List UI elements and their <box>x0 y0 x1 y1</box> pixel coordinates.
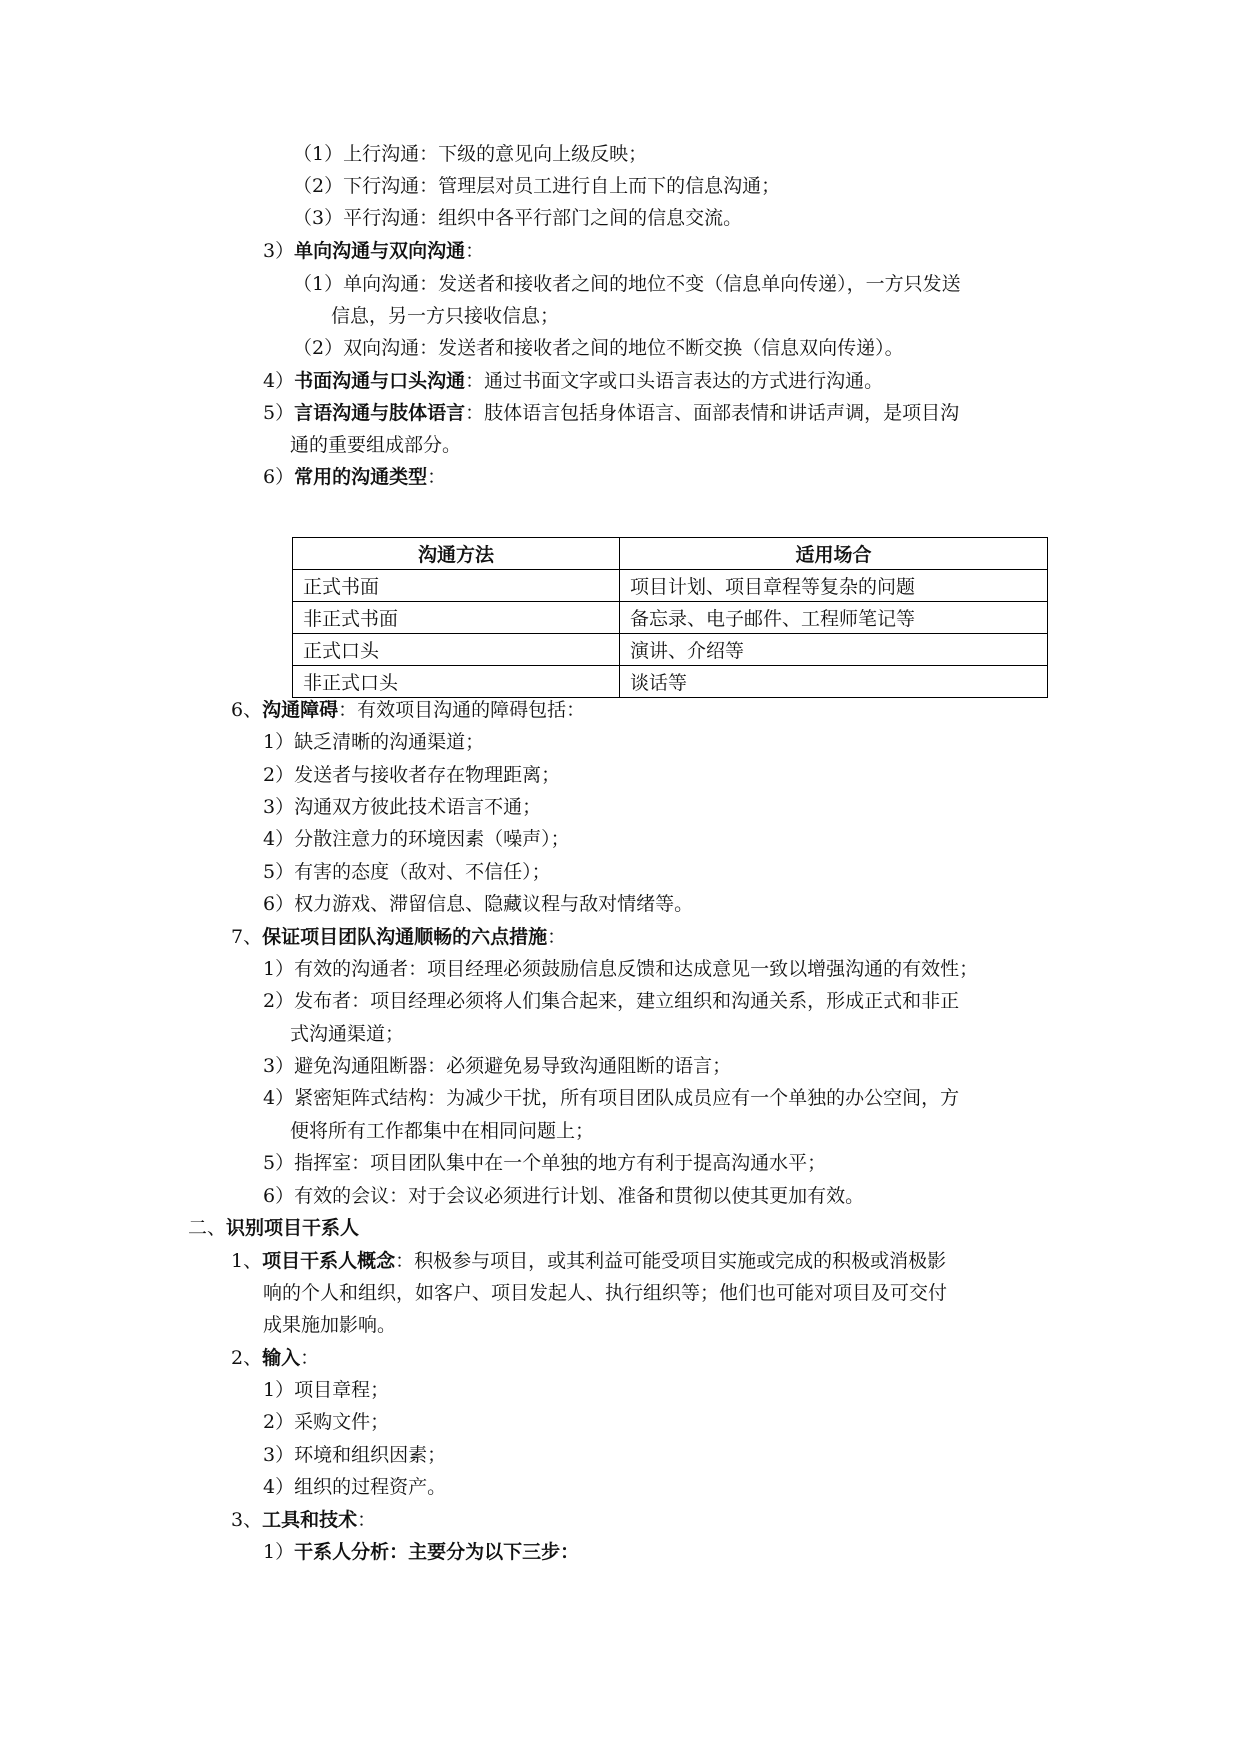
line-text: 信息，另一方只接收信息； <box>331 305 560 327</box>
line-text: 便将所有工作都集中在相同问题上； <box>290 1120 595 1142</box>
line-text: 6） <box>263 466 295 488</box>
line-text: 3）沟通双方彼此技术语言不通； <box>263 796 542 818</box>
text-line <box>231 698 585 722</box>
line-text: 响的个人和组织，如客户、项目发起人、执行组织等；他们也可能对项目及可交付 <box>263 1282 948 1304</box>
bold-term: 干系人分析：主要分为以下三步： <box>294 1541 580 1563</box>
line-text: 通的重要组成部分。 <box>290 434 462 456</box>
line-text: 4）组织的过程资产。 <box>263 1476 447 1498</box>
text-line <box>231 925 566 949</box>
line-text: ： <box>547 926 567 948</box>
table-header-cell: 适用场合 <box>620 538 1048 570</box>
text-line <box>293 272 961 296</box>
line-text: ： <box>357 1509 377 1531</box>
bold-term: 项目干系人概念 <box>262 1250 396 1272</box>
line-text: 2、 <box>231 1347 263 1369</box>
line-text: 6、 <box>231 699 263 721</box>
line-text: ： <box>427 466 447 488</box>
line-text: 6）权力游戏、滞留信息、隐藏议程与敌对情绪等。 <box>263 893 694 915</box>
table-cell: 正式书面 <box>293 570 620 602</box>
line-text: （3）平行沟通：组织中各平行部门之间的信息交流。 <box>293 207 743 229</box>
line-text: ：有效项目沟通的障碍包括： <box>338 699 586 721</box>
line-text: 5）指挥室：项目团队集中在一个单独的地方有利于提高沟通水平； <box>263 1152 827 1174</box>
text-line <box>263 989 959 1013</box>
table-cell: 非正式书面 <box>293 602 620 634</box>
text-line <box>263 892 693 916</box>
line-text: 二、 <box>188 1217 227 1239</box>
text-line <box>263 1410 389 1434</box>
line-text: 1）有效的沟通者：项目经理必须鼓励信息反馈和达成意见一致以增强沟通的有效性； <box>263 958 979 980</box>
line-text: 1）缺乏清晰的沟通渠道； <box>263 731 485 753</box>
text-line <box>263 369 883 393</box>
line-text: 2）采购文件； <box>263 1411 390 1433</box>
text-line <box>188 1216 359 1240</box>
table-row <box>293 602 1048 634</box>
line-text: 2）发布者：项目经理必须将人们集合起来，建立组织和沟通关系，形成正式和非正 <box>263 990 960 1012</box>
line-text: （1）单向沟通：发送者和接收者之间的地位不变（信息单向传递），一方只发送 <box>293 273 961 295</box>
text-line <box>263 1151 826 1175</box>
line-text: 3）环境和组织因素； <box>263 1444 447 1466</box>
text-line <box>231 1346 319 1370</box>
text-line <box>293 174 780 198</box>
text-line <box>263 1443 446 1467</box>
text-line <box>263 1184 864 1208</box>
bold-term: 单向沟通与双向沟通 <box>294 240 466 262</box>
line-text: （2）下行沟通：管理层对员工进行自上而下的信息沟通； <box>293 175 781 197</box>
text-line <box>231 1508 376 1532</box>
text-line <box>263 401 959 425</box>
line-text: 2）发送者与接收者存在物理距离； <box>263 764 561 786</box>
text-line <box>263 1378 389 1402</box>
line-text: 4）紧密矩阵式结构：为减少干扰，所有项目团队成员应有一个单独的办公空间，方 <box>263 1087 960 1109</box>
text-line <box>263 1475 446 1499</box>
table-cell: 非正式口头 <box>293 666 620 698</box>
line-text: （2）双向沟通：发送者和接收者之间的地位不断交换（信息双向传递）。 <box>293 337 904 359</box>
text-line <box>263 1313 396 1337</box>
text-line <box>290 1119 594 1143</box>
text-line <box>290 433 461 457</box>
text-line <box>263 465 446 489</box>
line-text: 1）项目章程； <box>263 1379 390 1401</box>
text-line <box>263 763 560 787</box>
bold-term: 工具和技术 <box>262 1509 358 1531</box>
line-text: 5）有害的态度（敌对、不信任）； <box>263 861 551 883</box>
table-cell: 备忘录、电子邮件、工程师笔记等 <box>620 602 1048 634</box>
text-line <box>293 336 904 360</box>
text-line <box>231 1249 946 1273</box>
line-text: 4） <box>263 370 295 392</box>
text-line <box>263 1540 579 1564</box>
table-row <box>293 666 1048 698</box>
communication-types-table <box>292 537 1048 698</box>
line-text: 1、 <box>231 1250 263 1272</box>
line-text: 6）有效的会议：对于会议必须进行计划、准备和贯彻以使其更加有效。 <box>263 1185 865 1207</box>
bold-term: 书面沟通与口头沟通 <box>294 370 466 392</box>
bold-term: 输入 <box>262 1347 301 1369</box>
text-line <box>263 827 570 851</box>
text-line <box>290 1022 404 1046</box>
bold-term: 识别项目干系人 <box>226 1217 360 1239</box>
line-text: ：通过书面文字或口头语言表达的方式进行沟通。 <box>465 370 884 392</box>
text-line <box>263 795 541 819</box>
line-text: 7、 <box>231 926 263 948</box>
line-text: 1） <box>263 1541 295 1563</box>
line-text: 成果施加影响。 <box>263 1314 397 1336</box>
table-cell: 演讲、介绍等 <box>620 634 1048 666</box>
line-text: ： <box>465 240 485 262</box>
text-line <box>293 142 647 166</box>
text-line <box>263 1054 731 1078</box>
table-cell: 项目计划、项目章程等复杂的问题 <box>620 570 1048 602</box>
line-text: 式沟通渠道； <box>290 1023 405 1045</box>
line-text: 3） <box>263 240 295 262</box>
line-text: ：积极参与项目，或其利益可能受项目实施或完成的积极或消极影 <box>395 1250 947 1272</box>
text-line <box>263 239 484 263</box>
bold-term: 沟通障碍 <box>262 699 339 721</box>
line-text: 5） <box>263 402 295 424</box>
text-line <box>263 860 551 884</box>
text-line <box>263 1086 959 1110</box>
text-line <box>263 730 484 754</box>
bold-term: 常用的沟通类型 <box>294 466 428 488</box>
table-row <box>293 570 1048 602</box>
table-cell: 谈话等 <box>620 666 1048 698</box>
text-line <box>293 206 742 230</box>
bold-term: 保证项目团队沟通顺畅的六点措施 <box>262 926 548 948</box>
line-text: ：肢体语言包括身体语言、面部表情和讲话声调，是项目沟 <box>465 402 960 424</box>
text-line <box>263 1281 947 1305</box>
text-line <box>331 304 559 328</box>
text-line <box>263 957 978 981</box>
table-header-row <box>293 538 1048 570</box>
line-text: 3、 <box>231 1509 263 1531</box>
bold-term: 言语沟通与肢体语言 <box>294 402 466 424</box>
table-row <box>293 634 1048 666</box>
table-cell: 正式口头 <box>293 634 620 666</box>
line-text: 3）避免沟通阻断器：必须避免易导致沟通阻断的语言； <box>263 1055 732 1077</box>
line-text: （1）上行沟通：下级的意见向上级反映； <box>293 143 648 165</box>
line-text: 4）分散注意力的环境因素（噪声）； <box>263 828 570 850</box>
line-text: ： <box>300 1347 320 1369</box>
table-header-cell: 沟通方法 <box>293 538 620 570</box>
